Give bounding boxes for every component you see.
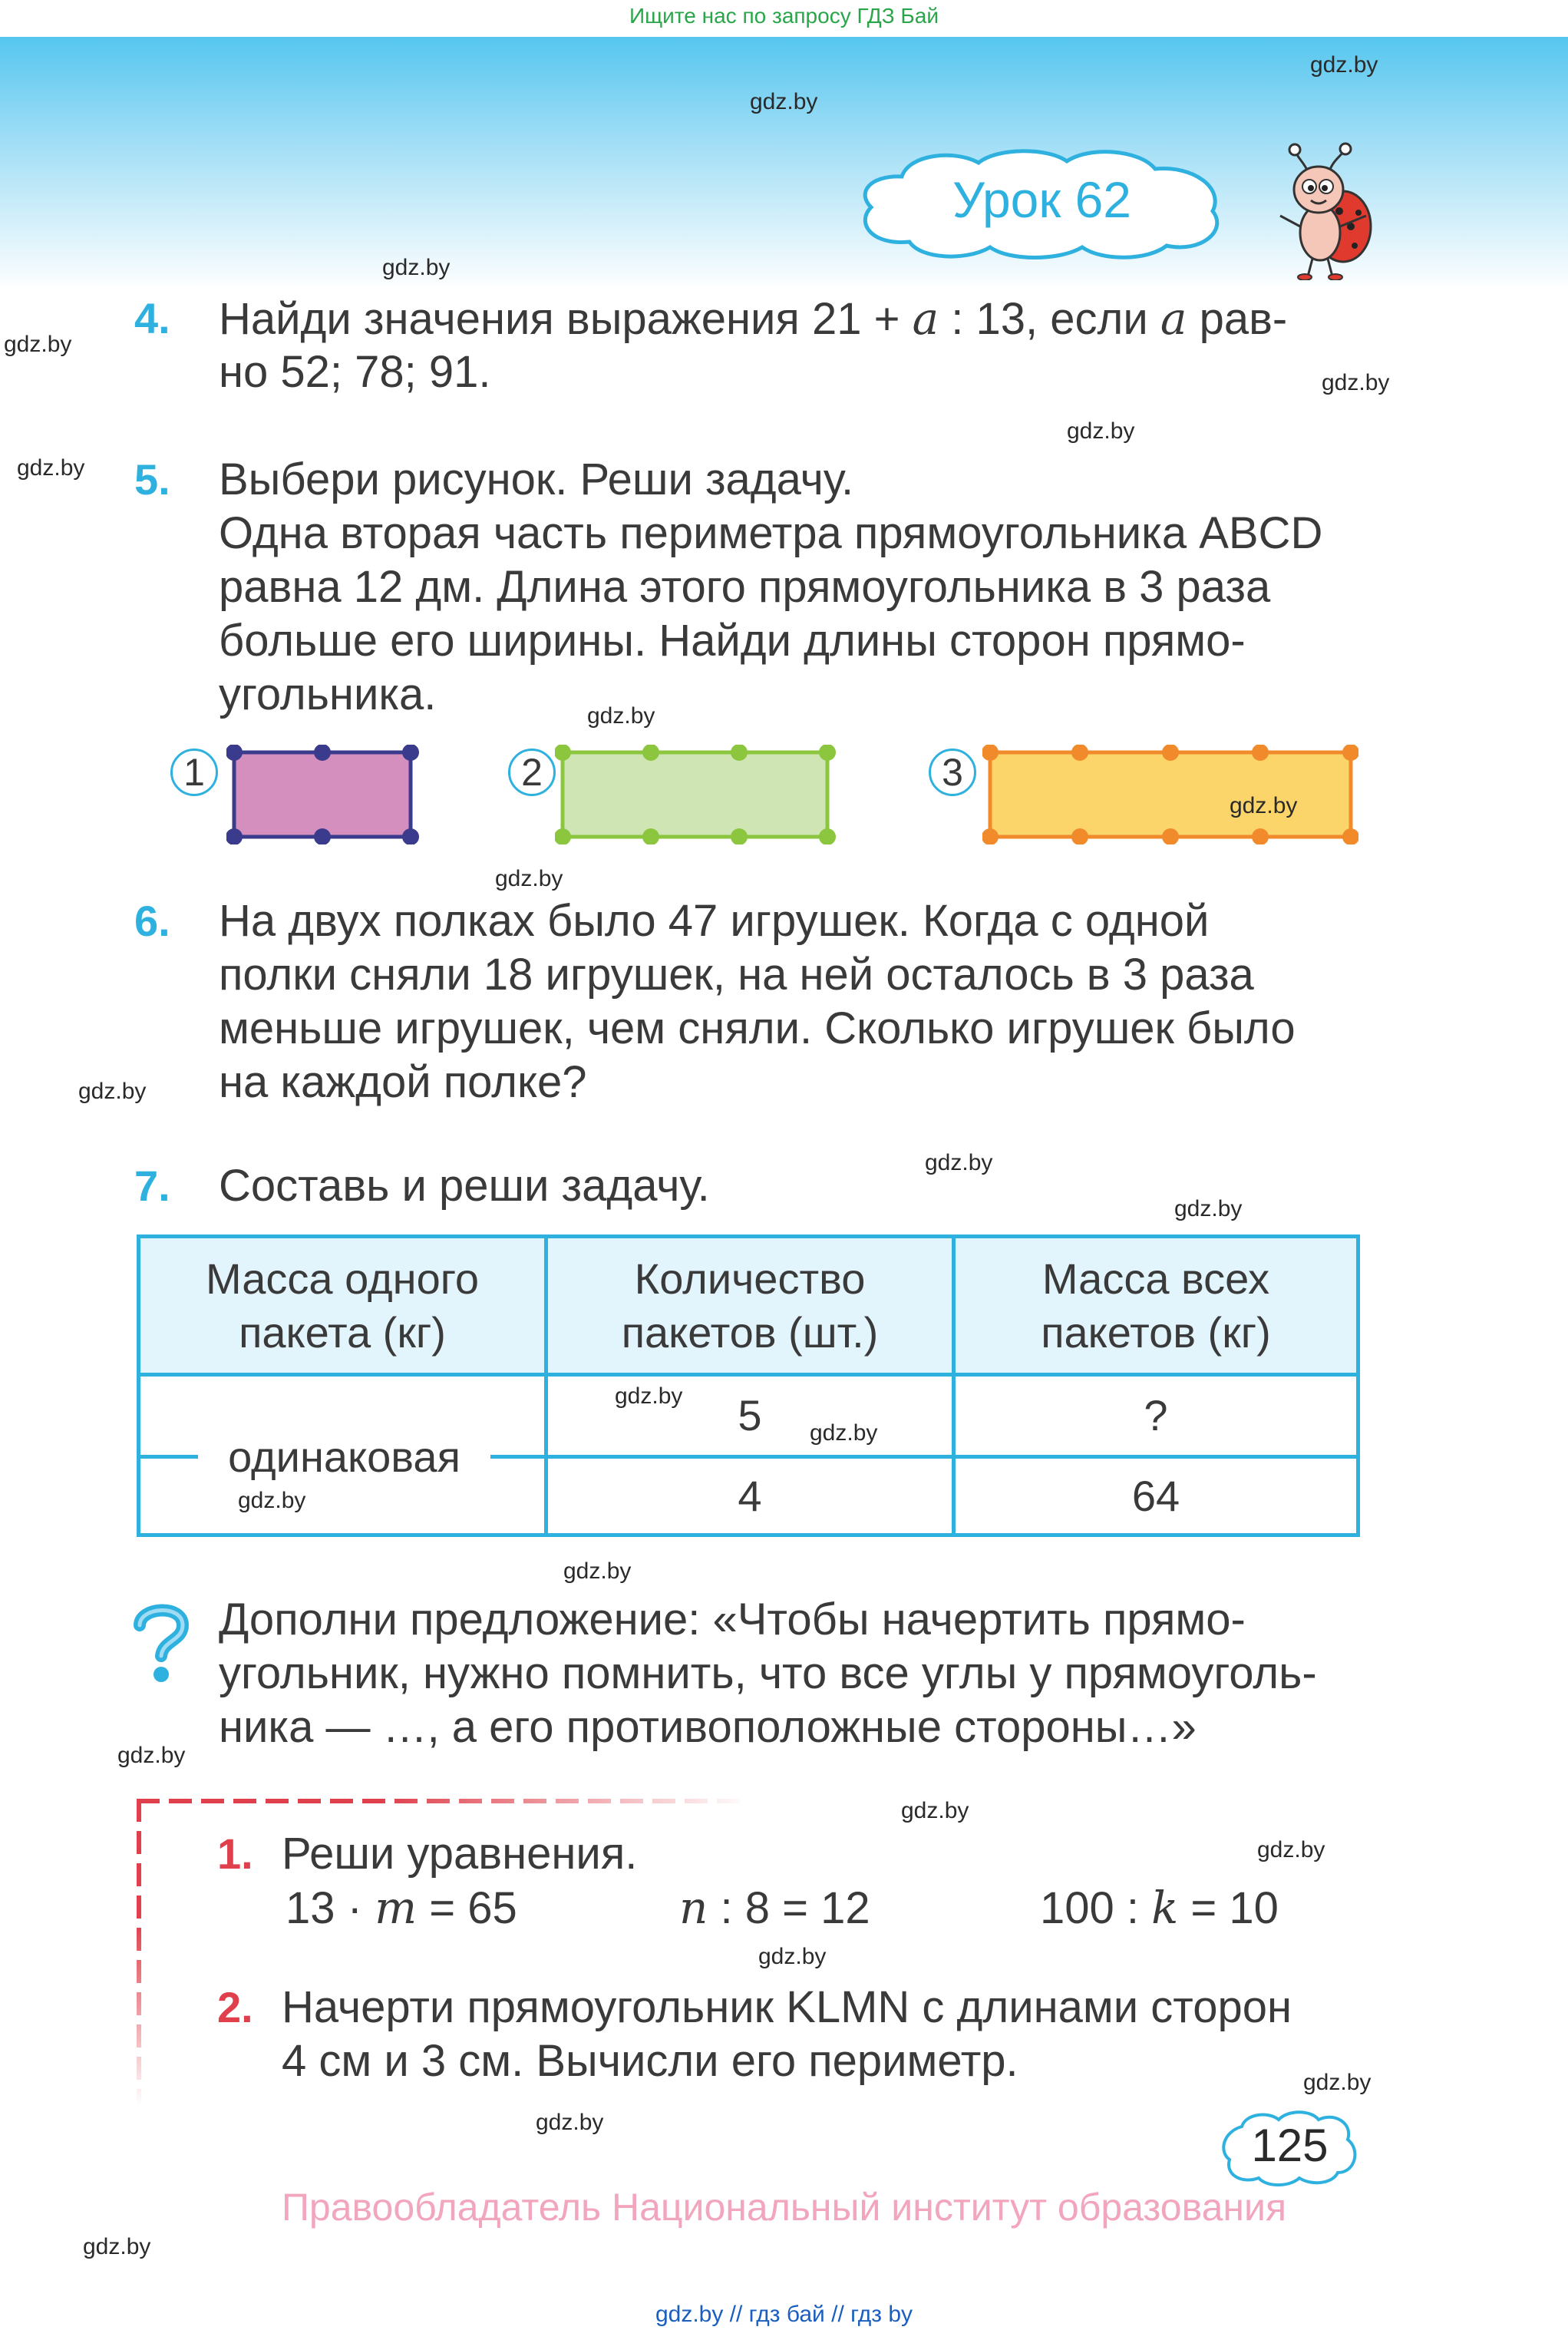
table-cell: 4 — [738, 1471, 762, 1520]
watermark: gdz.by — [1257, 1837, 1325, 1862]
equation-2-right: : 8 = 12 — [720, 1883, 870, 1933]
table-header-cell: Количество пакетов (шт.) — [621, 1254, 879, 1357]
table-hline-left — [140, 1455, 198, 1459]
watermark: gdz.by — [1067, 418, 1135, 444]
rectangle-figure-3 — [982, 745, 1358, 844]
task4-text-b: : 13, если — [951, 294, 1148, 344]
watermark: gdz.by — [78, 1079, 147, 1104]
figure-label-2: 2 — [508, 749, 556, 796]
rectangle-figure-1 — [226, 745, 426, 844]
homework-frame-left — [137, 1799, 141, 2106]
equation-1 — [286, 1881, 517, 1935]
watermark: gdz.by — [117, 1743, 186, 1768]
copyright-line: Правообладатель Национальный институт образования — [281, 2186, 1287, 2229]
equation-1-right: = 65 — [429, 1883, 517, 1933]
watermark: gdz.by — [17, 455, 85, 481]
equation-1-left: 13 · — [286, 1883, 362, 1933]
watermark: gdz.by — [587, 703, 655, 729]
task4-line1 — [219, 292, 1362, 346]
watermark: gdz.by — [563, 1558, 632, 1584]
table-cell: 64 — [1131, 1471, 1180, 1520]
task4-text-c: рав- — [1199, 294, 1288, 344]
lesson-title: Урок 62 — [952, 171, 1131, 228]
page-number: 125 — [1251, 2120, 1329, 2171]
question-line: ника — …, а его противоположные стороны…» — [219, 1702, 1197, 1752]
task7-text: Составь и реши задачу. — [219, 1161, 710, 1211]
home2-line: 4 см и 3 см. Вычисли его периметр. — [282, 2036, 1018, 2086]
watermark: gdz.by — [1230, 793, 1298, 818]
watermark: gdz.by — [1174, 1196, 1243, 1221]
figure-label-3: 3 — [929, 749, 976, 796]
table-header-cell: Масса всех пакетов (кг) — [1041, 1254, 1271, 1357]
task6-line: На двух полках было 47 игрушек. Когда с одной — [219, 896, 1210, 946]
task6-line: полки сняли 18 игрушек, на ней осталось в 3 раза — [219, 950, 1254, 1000]
watermark: gdz.by — [495, 866, 563, 891]
task5-line: Выбери рисунок. Реши задачу. — [219, 454, 854, 504]
question-line: угольник, нужно помнить, что все углы у прямоуголь- — [219, 1648, 1317, 1698]
task5-line: угольника. — [219, 669, 437, 719]
equation-2 — [679, 1881, 870, 1935]
home1-number: 1. — [217, 1829, 253, 1878]
top-search-note: Ищите нас по запросу ГДЗ Бай — [629, 4, 939, 28]
watermark: gdz.by — [1310, 52, 1378, 78]
watermark: gdz.by — [615, 1383, 683, 1409]
task7-table — [137, 1234, 1360, 1537]
equation-1-var: m — [375, 1882, 418, 1934]
footer-links: gdz.by // гдз бай // гдз by — [655, 2302, 913, 2327]
table-cell-same-mass: одинаковая — [198, 1430, 490, 1484]
task5-line: равна 12 дм. Длина этого прямоугольника в 3 раза — [219, 562, 1271, 612]
question-line: Дополни предложение: «Чтобы начертить прямо- — [219, 1595, 1246, 1644]
task5-line: больше его ширины. Найди длины сторон прямо- — [219, 616, 1246, 666]
table-header-cell: Масса одного пакета (кг) — [205, 1254, 480, 1357]
table-hline-right — [490, 1455, 544, 1459]
task4-text-a: Найди значения выражения 21 + — [219, 294, 900, 344]
watermark: gdz.by — [901, 1798, 969, 1823]
watermark: gdz.by — [4, 332, 72, 357]
equation-3-var: k — [1151, 1882, 1179, 1934]
task6-line: на каждой полке? — [219, 1057, 587, 1107]
watermark: gdz.by — [1303, 2070, 1372, 2095]
equation-3-right: = 10 — [1190, 1883, 1279, 1933]
equation-3-left: 100 : — [1040, 1883, 1139, 1933]
watermark: gdz.by — [1322, 370, 1390, 395]
task4-line2: но 52; 78; 91. — [219, 347, 491, 397]
task5-number: 5. — [134, 455, 170, 504]
table-cell: ? — [1144, 1391, 1168, 1439]
home2-line: Начерти прямоугольник KLMN с длинами сторон — [282, 1982, 1292, 2032]
task4-number: 4. — [134, 294, 170, 342]
watermark: gdz.by — [758, 1944, 827, 1969]
task6-number: 6. — [134, 897, 170, 945]
watermark: gdz.by — [83, 2234, 151, 2259]
figure-label-1: 1 — [170, 749, 218, 796]
watermark: gdz.by — [810, 1420, 878, 1446]
watermark: gdz.by — [925, 1150, 993, 1175]
table-cell: 5 — [738, 1391, 762, 1439]
task6-line: меньше игрушек, чем сняли. Сколько игрушек было — [219, 1003, 1296, 1053]
task4-var-a: a — [912, 292, 939, 345]
home2-number: 2. — [217, 1983, 253, 2031]
watermark: gdz.by — [536, 2110, 604, 2135]
ladybug-mascot-icon — [1274, 142, 1378, 280]
watermark: gdz.by — [238, 1488, 306, 1513]
equation-3 — [1040, 1881, 1279, 1935]
question-mark-icon — [130, 1601, 192, 1685]
home1-text: Реши уравнения. — [282, 1829, 638, 1879]
task4-var-a2: a — [1160, 292, 1187, 345]
rectangle-figure-2 — [555, 745, 843, 844]
task7-number: 7. — [134, 1162, 170, 1210]
homework-frame-top — [137, 1799, 751, 1803]
watermark: gdz.by — [750, 89, 818, 114]
equation-2-var: n — [679, 1882, 708, 1934]
task5-line: Одна вторая часть периметра прямоугольника ABCD — [219, 508, 1323, 558]
watermark: gdz.by — [382, 255, 451, 280]
